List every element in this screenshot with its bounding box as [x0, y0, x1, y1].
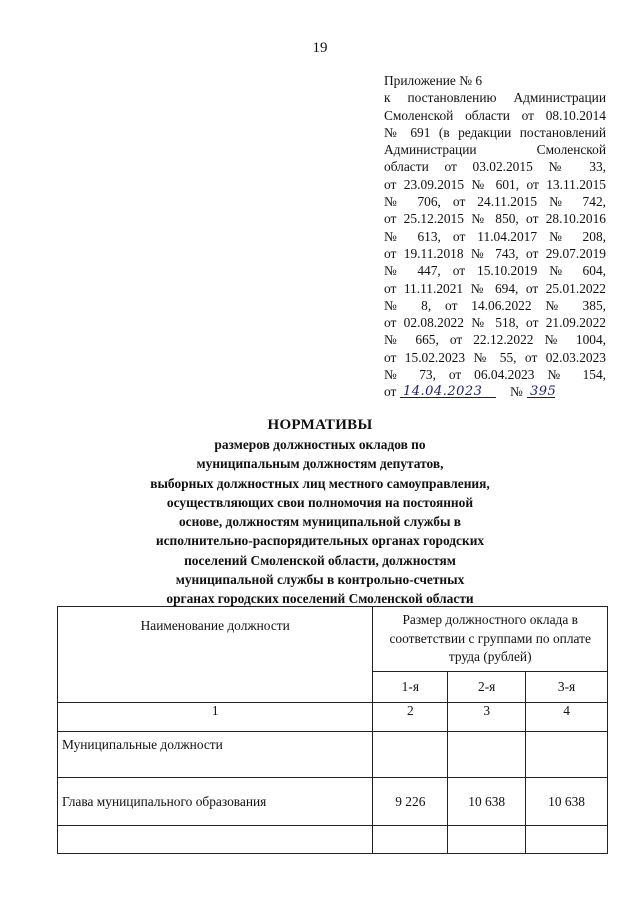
- title-line: осуществляющих свои полномочия на постоянной: [166, 494, 474, 510]
- table-header-row: [58, 607, 608, 672]
- title-line: исполнительно-распорядительных органах городских: [155, 533, 485, 549]
- appendix-line: № 73, от 06.04.2023 № 154,: [384, 367, 606, 383]
- table-row: [58, 778, 608, 826]
- group-header: 3-я: [526, 672, 608, 703]
- column-number: 1: [58, 703, 373, 732]
- header-salary-size: Размер должностного оклада в соответствии с группами по оплате труда (рублей): [373, 607, 608, 672]
- appendix-line: № 613, от 11.04.2017 № 208,: [384, 228, 606, 244]
- salary-cell: [373, 732, 448, 778]
- title-line: основе, должностям муниципальной службы в: [178, 514, 462, 530]
- appendix-line: от 25.12.2015 № 850, от 28.10.2016: [384, 211, 606, 227]
- empty-cell: [526, 826, 608, 854]
- document-title: НОРМАТИВЫ: [267, 417, 373, 433]
- salary-cell: [526, 732, 608, 778]
- appendix-line: Смоленской области от 08.10.2014: [384, 107, 606, 123]
- salary-cell: 10 638: [448, 778, 526, 826]
- appendix-line: от 11.11.2021 № 694, от 25.01.2022: [384, 280, 606, 296]
- salary-cell: [448, 732, 526, 778]
- title-line: муниципальным должностям депутатов,: [196, 456, 444, 472]
- column-number: 3: [448, 703, 526, 732]
- title-line: выборных должностных лиц местного самоуправления,: [150, 475, 490, 491]
- column-number: 2: [373, 703, 448, 732]
- handwritten-date: 14.04.2023: [403, 384, 483, 400]
- header-position-name: Наименование должности: [58, 607, 373, 703]
- salary-table: [57, 606, 608, 854]
- appendix-line: № 8, от 14.06.2022 № 385,: [384, 297, 606, 313]
- title-line: органах городских поселений Смоленской области: [166, 591, 474, 607]
- column-number: 4: [526, 703, 608, 732]
- title-line: муниципальной службы в контрольно-счетных: [175, 572, 465, 588]
- appendix-line: от 19.11.2018 № 743, от 29.07.2019: [384, 245, 606, 261]
- column-number-row: [58, 703, 608, 732]
- handwritten-number: 395: [530, 384, 557, 400]
- appendix-line: Приложение № 6: [384, 73, 483, 88]
- signature-number-sign: №: [510, 384, 523, 400]
- title-block: [60, 415, 580, 609]
- salary-cell: 10 638: [526, 778, 608, 826]
- appendix-line: № 706, от 24.11.2015 № 742,: [384, 194, 606, 210]
- group-header: 2-я: [448, 672, 526, 703]
- appendix-line: № 691 (в редакции постановлений: [384, 124, 606, 140]
- appendix-line: области от 03.02.2015 № 33,: [384, 159, 606, 175]
- group-header: 1-я: [373, 672, 448, 703]
- page-number: 19: [312, 40, 328, 56]
- appendix-line: к постановлению Администрации: [384, 90, 606, 106]
- appendix-line: от 23.09.2015 № 601, от 13.11.2015: [384, 176, 606, 192]
- appendix-line: от 02.08.2022 № 518, от 21.09.2022: [384, 315, 606, 331]
- title-line: размеров должностных окладов по: [214, 437, 426, 452]
- empty-cell: [58, 826, 373, 854]
- appendix-line: от 15.02.2023 № 55, от 02.03.2023: [384, 349, 606, 365]
- title-line: поселений Смоленской области, должностям: [184, 552, 456, 568]
- table-row-continued: [58, 826, 608, 854]
- position-name-cell: Глава муниципального образования: [58, 778, 373, 826]
- appendix-line: № 447, от 15.10.2019 № 604,: [384, 263, 606, 279]
- table-row: [58, 732, 608, 778]
- signature-line: [384, 383, 606, 400]
- appendix-line: № 665, от 22.12.2022 № 1004,: [384, 332, 606, 348]
- appendix-line: Администрации Смоленской: [384, 142, 606, 158]
- empty-cell: [448, 826, 526, 854]
- position-name-cell: Муниципальные должности: [58, 732, 373, 778]
- empty-cell: [373, 826, 448, 854]
- appendix-block: [384, 72, 606, 401]
- signature-prefix: от: [384, 384, 397, 400]
- salary-cell: 9 226: [373, 778, 448, 826]
